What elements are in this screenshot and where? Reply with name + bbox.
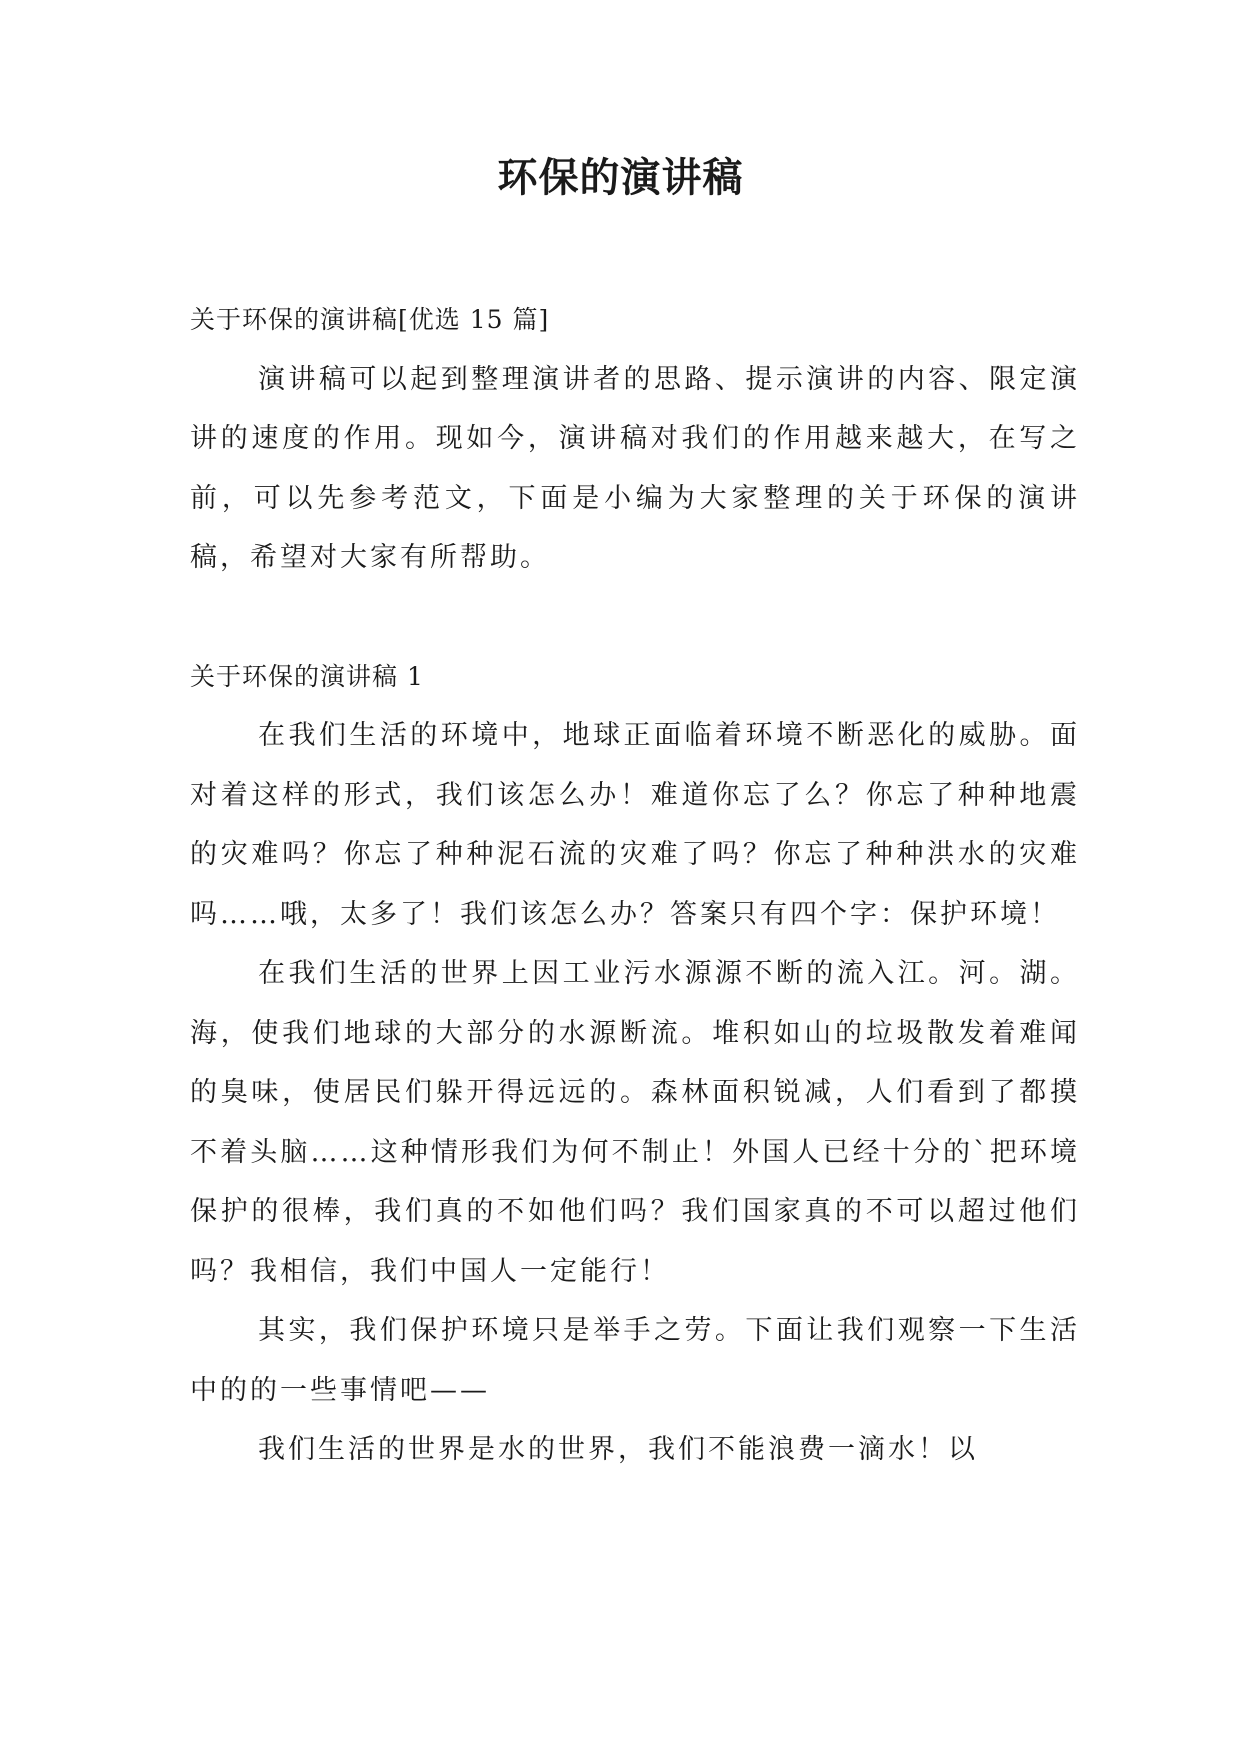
body-paragraph: 其实，我们保护环境只是举手之劳。下面让我们观察一下生活中的的一些事情吧—— xyxy=(190,1315,1080,1406)
document-body xyxy=(190,290,1080,1480)
body-paragraph: 在我们生活的环境中，地球正面临着环境不断恶化的威胁。面对着这样的形式，我们该怎么办！难道你忘了么？你忘了种种地震的灾难吗？你忘了种种泥石流的灾难了吗？你忘了种种洪水的灾难吗……哦，太多了！我们该怎么办？答案只有四个字：保护环境！ xyxy=(190,720,1080,930)
section-spacer xyxy=(190,588,1080,647)
document-title: 环保的演讲稿 xyxy=(497,155,744,201)
body-paragraph: 在我们生活的世界上因工业污水源源不断的流入江。河。湖。海，使我们地球的大部分的水源断流。堆积如山的垃圾散发着难闻的臭味，使居民们躲开得远远的。森林面积锐减，人们看到了都摸不着头脑……这种情形我们为何不制止！外国人已经十分的`把环境保护的很棒，我们真的不如他们吗？我们国家真的不可以超过他们吗？我相信，我们中国人一定能行！ xyxy=(190,958,1080,1287)
intro-paragraph: 演讲稿可以起到整理演讲者的思路、提示演讲的内容、限定演讲的速度的作用。现如今，演讲稿对我们的作用越来越大，在写之前，可以先参考范文，下面是小编为大家整理的关于环保的演讲稿，希望对大家有所帮助。 xyxy=(190,363,1080,573)
intro-heading: 关于环保的演讲稿[优选 15 篇] xyxy=(190,305,550,334)
section-heading: 关于环保的演讲稿 1 xyxy=(190,661,424,691)
body-paragraph: 我们生活的世界是水的世界，我们不能浪费一滴水！以 xyxy=(258,1434,978,1465)
